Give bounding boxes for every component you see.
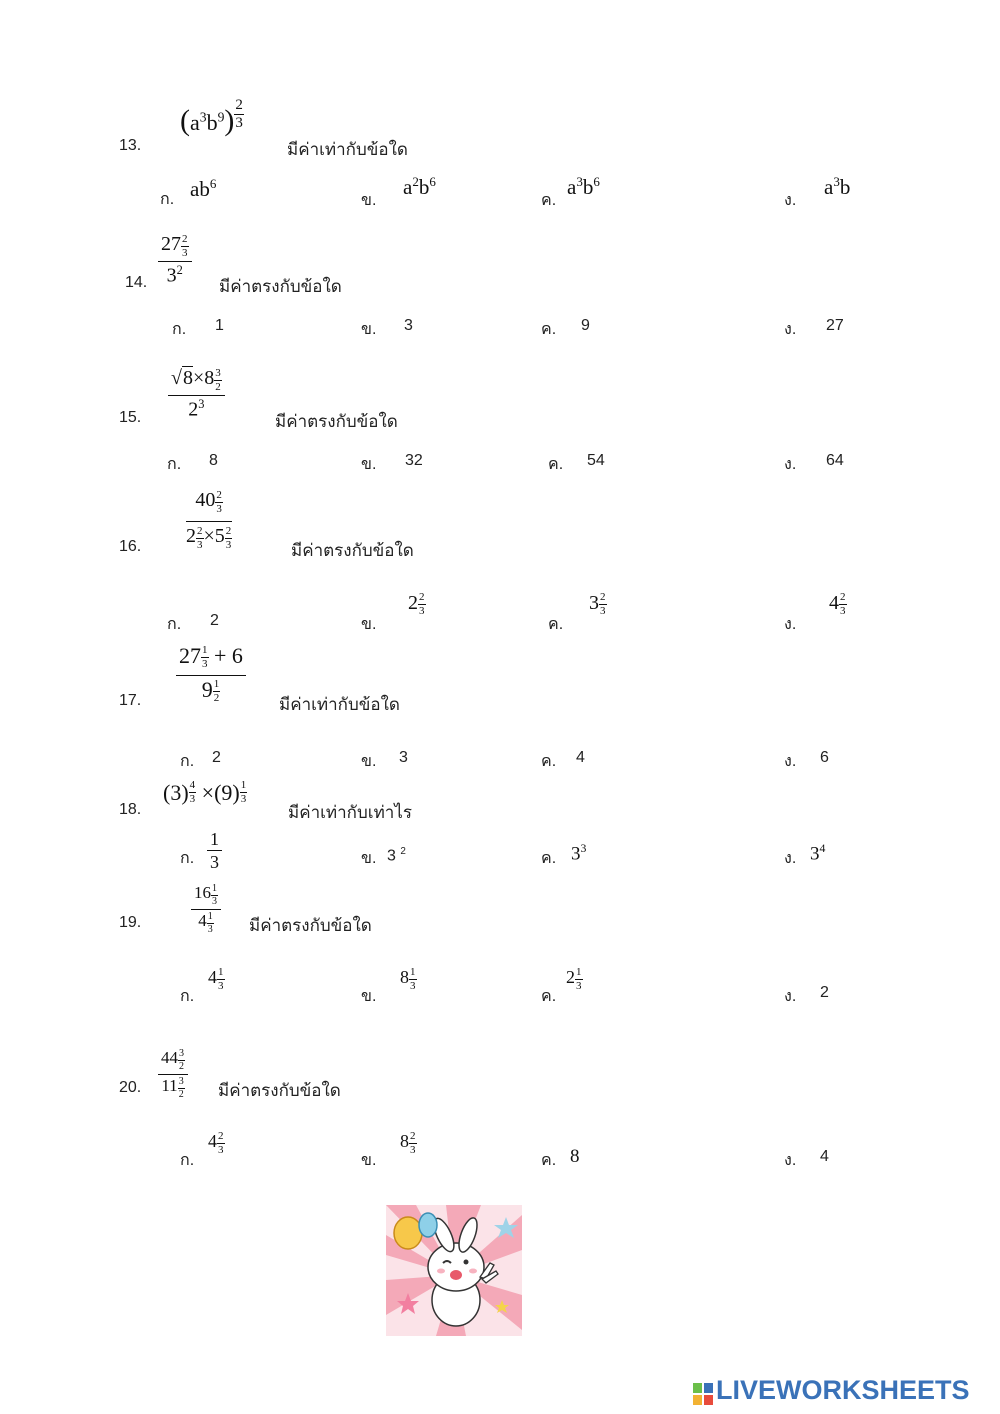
question-number: 13. [119,137,142,154]
choice-label: ข. [361,456,377,473]
question-number: 18. [119,801,142,818]
option-15-a[interactable]: 8 [209,452,218,469]
question-number: 15. [119,409,142,426]
expression: (3) $\frac{4}{3}$ ×(9) $\frac{1}{3}$ [163,779,247,805]
option-17-d[interactable]: 6 [820,749,829,766]
choice-label: ข. [361,616,377,633]
question-text: มีค่าเท่ากับข้อใด [287,140,408,159]
choice-label: ข. [361,321,377,338]
option-17-a[interactable]: 2 [212,749,221,766]
choice-label: ก. [180,753,195,770]
option-20-d[interactable]: 4 [820,1148,829,1165]
expression: 44 $\frac{3}{2}$ 11 $\frac{3}{2}$ [158,1049,188,1100]
choice-label: ก. [167,456,182,473]
option-15-d[interactable]: 64 [826,452,844,469]
question-text: มีค่าเท่ากับเท่าไร [288,803,413,822]
question-text: มีค่าตรงกับข้อใด [219,277,342,296]
option-13-c[interactable]: $a^3b^6$ [567,174,600,199]
option-19-a[interactable]: 4 $\frac{1}{3}$ [208,966,224,992]
option-16-a[interactable]: 2 [210,612,219,629]
option-17-b[interactable]: 3 [399,749,408,766]
choice-label: ข. [361,753,377,770]
liveworksheets-logo [693,1375,970,1406]
option-20-c[interactable]: 8 [570,1146,580,1167]
expression: √8×8 $\frac{3}{2}$ $2^3$ [168,368,225,420]
expression: 16 $\frac{1}{3}$ 4 $\frac{1}{3}$ [191,884,221,935]
option-13-d[interactable]: $a^3b$ [824,174,851,199]
option-14-d[interactable]: 27 [826,317,844,334]
question-text: มีค่าตรงกับข้อใด [275,412,398,431]
option-16-b[interactable]: 2 $\frac{2}{3}$ [408,591,425,617]
choice-label: ค. [541,850,557,867]
question-number: 16. [119,538,142,555]
choice-label: ค. [541,321,557,338]
question-number: 14. [125,274,148,291]
question-number: 19. [119,914,142,931]
question-number: 17. [119,692,142,709]
option-14-a[interactable]: 1 [215,317,224,334]
option-19-d[interactable]: 2 [820,984,829,1001]
option-17-c[interactable]: 4 [576,749,585,766]
option-15-b[interactable]: 32 [405,452,423,469]
option-16-c[interactable]: 3 $\frac{2}{3}$ [589,591,606,617]
choice-label: ง. [784,192,797,209]
choice-label: ข. [361,1152,377,1169]
expression: 40 $\frac{2}{3}$ 2 $\frac{2}{3}$ ×5 $\frac{2}{3}$ [186,489,232,551]
expression: 27 $\frac{1}{3}$ + 6 9 $\frac{1}{2}$ [176,645,246,704]
choice-label: ข. [361,850,377,867]
choice-label: ค. [541,1152,557,1169]
choice-label: ก. [180,850,195,867]
option-16-d[interactable]: 4 $\frac{2}{3}$ [829,591,846,617]
question-text: มีค่าเท่ากับข้อใด [279,695,400,714]
choice-label: ก. [180,1152,195,1169]
option-19-b[interactable]: 8 $\frac{1}{3}$ [400,966,416,992]
logo-text: LIVEWORKSHEETS [716,1375,970,1405]
rabbit-sticker-icon [386,1205,522,1336]
logo-badge-icon [693,1381,713,1403]
option-13-a[interactable]: $ab^6$ [190,176,217,201]
option-20-a[interactable]: 4 $\frac{2}{3}$ [208,1130,224,1156]
choice-label: ค. [541,753,557,770]
choice-label: ง. [784,988,797,1005]
expression: $(a^3b^9)$ $\frac{2}{3}$ [180,97,243,137]
choice-label: ก. [172,321,187,338]
choice-label: ค. [548,616,564,633]
option-15-c[interactable]: 54 [587,452,605,469]
option-20-b[interactable]: 8 $\frac{2}{3}$ [400,1130,416,1156]
choice-label: ง. [784,456,797,473]
expression: 27 $\frac{2}{3}$ $3^2$ [158,234,192,286]
choice-label: ก. [160,191,175,208]
option-18-b[interactable]: 3 $^2$ [387,846,406,865]
choice-label: ค. [541,192,557,209]
option-18-d[interactable]: $3^4$ [810,842,826,865]
question-text: มีค่าตรงกับข้อใด [249,916,372,935]
choice-label: ข. [361,192,377,209]
choice-label: ค. [541,988,557,1005]
option-13-b[interactable]: $a^2b^6$ [403,174,436,199]
option-14-c[interactable]: 9 [581,317,590,334]
question-number: 20. [119,1079,142,1096]
choice-label: ง. [784,616,797,633]
choice-label: ง. [784,321,797,338]
choice-label: ก. [180,988,195,1005]
choice-label: ง. [784,1152,797,1169]
choice-label: ง. [784,753,797,770]
option-18-c[interactable]: $3^3$ [571,842,587,865]
choice-label: ก. [167,616,182,633]
option-18-a[interactable]: $\frac{1}{3}$ [207,830,222,871]
choice-label: ค. [548,456,564,473]
choice-label: ข. [361,988,377,1005]
choice-label: ง. [784,850,797,867]
option-14-b[interactable]: 3 [404,317,413,334]
question-text: มีค่าตรงกับข้อใด [291,541,414,560]
option-19-c[interactable]: 2 $\frac{1}{3}$ [566,966,582,992]
question-text: มีค่าตรงกับข้อใด [218,1081,341,1100]
